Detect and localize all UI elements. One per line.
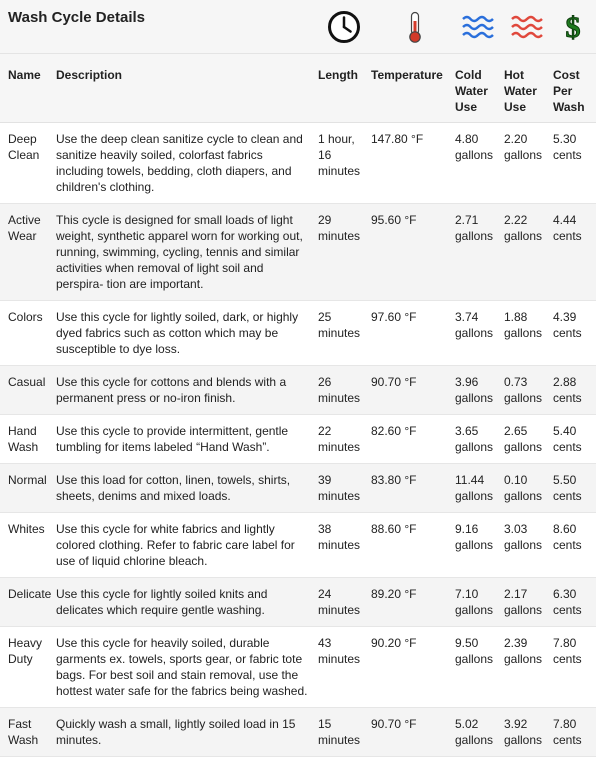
cycle-temperature: 95.60 °F bbox=[367, 203, 451, 300]
cycle-cold-water: 3.96 gallons bbox=[451, 365, 500, 414]
cycle-temperature: 90.70 °F bbox=[367, 707, 451, 756]
cycle-length: 15 minutes bbox=[314, 707, 367, 756]
cycle-hot-water: 2.20 gallons bbox=[500, 122, 549, 203]
cycle-description: This cycle is designed for small loads of light weight, synthetic apparel worn for working out, running, swimming, cycling, tennis and similar activities when removal of light soil and perspira- tion are important. bbox=[52, 203, 314, 300]
cycle-name: Casual bbox=[0, 365, 52, 414]
cycle-description: Use this cycle to provide intermittent, gentle tumbling for items labeled “Hand Wash”. bbox=[52, 414, 314, 463]
cycle-cold-water: 9.50 gallons bbox=[451, 626, 500, 707]
cycle-description: Use this cycle for white fabrics and lightly colored clothing. Refer to fabric care label for use of liquid chlorine bleach. bbox=[52, 512, 314, 577]
cycle-temperature: 82.60 °F bbox=[367, 414, 451, 463]
cold-water-icon bbox=[461, 10, 495, 44]
cycle-cost: 5.40 cents bbox=[549, 414, 596, 463]
cycle-cold-water: 4.80 gallons bbox=[451, 122, 500, 203]
cycle-hot-water: 3.92 gallons bbox=[500, 707, 549, 756]
wash-cycle-table bbox=[0, 54, 596, 757]
cycle-temperature: 97.60 °F bbox=[367, 300, 451, 365]
cycle-name: Deep Clean bbox=[0, 122, 52, 203]
col-header-hot-water: Hot Water Use bbox=[500, 54, 549, 122]
cycle-length: 38 minutes bbox=[314, 512, 367, 577]
cycle-cost: 7.80 cents bbox=[549, 626, 596, 707]
cycle-temperature: 83.80 °F bbox=[367, 463, 451, 512]
cycle-cost: 4.39 cents bbox=[549, 300, 596, 365]
cycle-cold-water: 3.65 gallons bbox=[451, 414, 500, 463]
cycle-description: Use this cycle for cottons and blends with a permanent press or no-iron finish. bbox=[52, 365, 314, 414]
col-header-length: Length bbox=[314, 54, 367, 122]
cycle-description: Use this load for cotton, linen, towels, shirts, sheets, denims and mixed loads. bbox=[52, 463, 314, 512]
panel-header bbox=[0, 0, 596, 54]
svg-text:$: $ bbox=[565, 11, 581, 44]
cycle-hot-water: 2.65 gallons bbox=[500, 414, 549, 463]
cycle-cost: 8.60 cents bbox=[549, 512, 596, 577]
page-title: Wash Cycle Details bbox=[8, 9, 145, 26]
cycle-temperature: 90.20 °F bbox=[367, 626, 451, 707]
col-header-description: Description bbox=[52, 54, 314, 122]
table-row bbox=[0, 512, 596, 577]
cycle-cost: 5.30 cents bbox=[549, 122, 596, 203]
table-header-row bbox=[0, 54, 596, 122]
table-row bbox=[0, 414, 596, 463]
table-row bbox=[0, 577, 596, 626]
cycle-length: 29 minutes bbox=[314, 203, 367, 300]
col-header-temperature: Temperature bbox=[367, 54, 451, 122]
cycle-name: Delicate bbox=[0, 577, 52, 626]
table-row bbox=[0, 707, 596, 756]
cycle-description: Use the deep clean sanitize cycle to clean and sanitize heavily soiled, colorfast fabrics including towels, bedding, cloth diapers, and children's clothing. bbox=[52, 122, 314, 203]
cycle-hot-water: 2.22 gallons bbox=[500, 203, 549, 300]
col-header-cost: Cost Per Wash bbox=[549, 54, 596, 122]
cycle-cold-water: 9.16 gallons bbox=[451, 512, 500, 577]
cycle-name: Hand Wash bbox=[0, 414, 52, 463]
cycle-cost: 6.30 cents bbox=[549, 577, 596, 626]
cycle-hot-water: 0.10 gallons bbox=[500, 463, 549, 512]
cycle-temperature: 88.60 °F bbox=[367, 512, 451, 577]
cycle-length: 24 minutes bbox=[314, 577, 367, 626]
cycle-cold-water: 5.02 gallons bbox=[451, 707, 500, 756]
cycle-description: Use this cycle for heavily soiled, durable garments ex. towels, sports gear, or fabric tote bags. For best soil and stain removal, use the hottest water safe for the fabrics being washed. bbox=[52, 626, 314, 707]
cycle-name: Colors bbox=[0, 300, 52, 365]
cycle-name: Heavy Duty bbox=[0, 626, 52, 707]
cycle-hot-water: 2.39 gallons bbox=[500, 626, 549, 707]
thermometer-icon bbox=[398, 10, 432, 44]
cycle-temperature: 90.70 °F bbox=[367, 365, 451, 414]
table-row bbox=[0, 203, 596, 300]
cycle-hot-water: 2.17 gallons bbox=[500, 577, 549, 626]
cycle-name: Normal bbox=[0, 463, 52, 512]
table-row bbox=[0, 122, 596, 203]
dollar-icon bbox=[556, 10, 590, 44]
cycle-cold-water: 7.10 gallons bbox=[451, 577, 500, 626]
cycle-cost: 5.50 cents bbox=[549, 463, 596, 512]
col-header-cold-water: Cold Water Use bbox=[451, 54, 500, 122]
cycle-temperature: 147.80 °F bbox=[367, 122, 451, 203]
cycle-hot-water: 1.88 gallons bbox=[500, 300, 549, 365]
cycle-cold-water: 11.44 gallons bbox=[451, 463, 500, 512]
table-row bbox=[0, 365, 596, 414]
table-row bbox=[0, 300, 596, 365]
cycle-hot-water: 3.03 gallons bbox=[500, 512, 549, 577]
hot-water-icon bbox=[510, 10, 544, 44]
cycle-description: Use this cycle for lightly soiled, dark, or highly dyed fabrics such as cotton which may be susceptible to dye loss. bbox=[52, 300, 314, 365]
cycle-length: 39 minutes bbox=[314, 463, 367, 512]
cycle-length: 26 minutes bbox=[314, 365, 367, 414]
cycle-name: Fast Wash bbox=[0, 707, 52, 756]
cycle-cold-water: 3.74 gallons bbox=[451, 300, 500, 365]
cycle-description: Use this cycle for lightly soiled knits and delicates which require gentle washing. bbox=[52, 577, 314, 626]
cycle-temperature: 89.20 °F bbox=[367, 577, 451, 626]
cycle-cold-water: 2.71 gallons bbox=[451, 203, 500, 300]
cycle-length: 43 minutes bbox=[314, 626, 367, 707]
cycle-name: Active Wear bbox=[0, 203, 52, 300]
cycle-cost: 4.44 cents bbox=[549, 203, 596, 300]
cycle-hot-water: 0.73 gallons bbox=[500, 365, 549, 414]
cycle-description: Quickly wash a small, lightly soiled load in 15 minutes. bbox=[52, 707, 314, 756]
col-header-name: Name bbox=[0, 54, 52, 122]
cycle-name: Whites bbox=[0, 512, 52, 577]
cycle-length: 1 hour, 16 minutes bbox=[314, 122, 367, 203]
clock-icon bbox=[327, 10, 361, 44]
cycle-length: 25 minutes bbox=[314, 300, 367, 365]
cycle-cost: 2.88 cents bbox=[549, 365, 596, 414]
cycle-length: 22 minutes bbox=[314, 414, 367, 463]
table-row bbox=[0, 626, 596, 707]
cycle-cost: 7.80 cents bbox=[549, 707, 596, 756]
table-row bbox=[0, 463, 596, 512]
